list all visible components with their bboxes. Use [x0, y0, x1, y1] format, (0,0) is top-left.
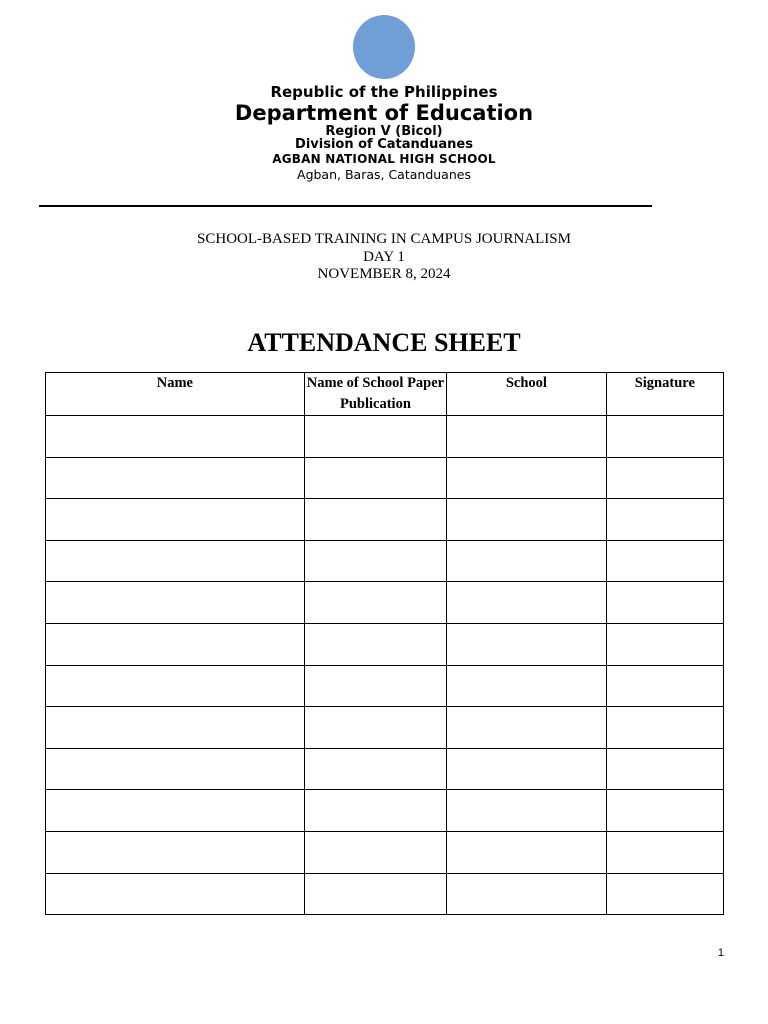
name-cell[interactable]	[46, 748, 305, 790]
table-row	[46, 623, 724, 665]
paper-publication-cell[interactable]	[304, 457, 446, 499]
name-cell[interactable]	[46, 416, 305, 458]
paper-publication-cell[interactable]	[304, 499, 446, 541]
table-row	[46, 790, 724, 832]
table-row	[46, 873, 724, 915]
name-cell[interactable]	[46, 582, 305, 624]
school-cell[interactable]	[447, 707, 606, 749]
school-cell[interactable]	[447, 540, 606, 582]
signature-cell[interactable]	[606, 831, 723, 873]
school-cell[interactable]	[447, 748, 606, 790]
name-cell[interactable]	[46, 457, 305, 499]
table-row	[46, 707, 724, 749]
school-cell[interactable]	[447, 499, 606, 541]
paper-publication-cell[interactable]	[304, 623, 446, 665]
signature-cell[interactable]	[606, 873, 723, 915]
name-cell[interactable]	[46, 707, 305, 749]
paper-publication-cell[interactable]	[304, 416, 446, 458]
signature-cell[interactable]	[606, 582, 723, 624]
paper-publication-cell[interactable]	[304, 873, 446, 915]
signature-cell[interactable]	[606, 790, 723, 832]
school-cell[interactable]	[447, 623, 606, 665]
column-header-paper-publication: Name of School Paper Publication	[304, 373, 446, 416]
signature-cell[interactable]	[606, 540, 723, 582]
table-row	[46, 499, 724, 541]
signature-cell[interactable]	[606, 665, 723, 707]
paper-publication-cell[interactable]	[304, 665, 446, 707]
event-date: NOVEMBER 8, 2024	[317, 266, 451, 282]
school-cell[interactable]	[447, 790, 606, 832]
table-row	[46, 831, 724, 873]
event-title: SCHOOL-BASED TRAINING IN CAMPUS JOURNALISM	[197, 231, 571, 247]
signature-cell[interactable]	[606, 457, 723, 499]
school-cell[interactable]	[447, 457, 606, 499]
name-cell[interactable]	[46, 873, 305, 915]
paper-publication-cell[interactable]	[304, 582, 446, 624]
sheet-title: ATTENDANCE SHEET	[247, 328, 521, 357]
header-school-name: AGBAN NATIONAL HIGH SCHOOL	[272, 152, 496, 166]
school-cell[interactable]	[447, 416, 606, 458]
name-cell[interactable]	[46, 831, 305, 873]
paper-publication-cell[interactable]	[304, 748, 446, 790]
header-republic: Republic of the Philippines	[270, 83, 498, 101]
table-row	[46, 416, 724, 458]
school-cell[interactable]	[447, 665, 606, 707]
attendance-rows	[46, 416, 724, 915]
name-cell[interactable]	[46, 665, 305, 707]
signature-cell[interactable]	[606, 748, 723, 790]
header-department: Department of Education	[234, 101, 534, 125]
signature-cell[interactable]	[606, 707, 723, 749]
school-cell[interactable]	[447, 582, 606, 624]
school-cell[interactable]	[447, 873, 606, 915]
name-cell[interactable]	[46, 623, 305, 665]
page-number: 1	[717, 947, 724, 959]
school-cell[interactable]	[447, 831, 606, 873]
header-region: Region V (Bicol)	[325, 124, 443, 139]
table-row	[46, 665, 724, 707]
name-cell[interactable]	[46, 540, 305, 582]
signature-cell[interactable]	[606, 623, 723, 665]
column-header-school: School	[447, 373, 606, 416]
attendance-table	[45, 372, 724, 915]
table-row	[46, 748, 724, 790]
name-cell[interactable]	[46, 499, 305, 541]
header-divider	[39, 205, 652, 207]
paper-publication-cell[interactable]	[304, 540, 446, 582]
column-header-signature: Signature	[606, 373, 723, 416]
signature-cell[interactable]	[606, 499, 723, 541]
header-division: Division of Catanduanes	[295, 137, 473, 152]
table-row	[46, 582, 724, 624]
name-cell[interactable]	[46, 790, 305, 832]
column-header-name: Name	[46, 373, 305, 416]
paper-publication-cell[interactable]	[304, 790, 446, 832]
event-day: DAY 1	[363, 249, 405, 265]
paper-publication-cell[interactable]	[304, 707, 446, 749]
table-row	[46, 457, 724, 499]
header-school-address: Agban, Baras, Catanduanes	[297, 167, 471, 182]
table-row	[46, 540, 724, 582]
paper-publication-cell[interactable]	[304, 831, 446, 873]
deped-seal-logo	[353, 15, 415, 79]
signature-cell[interactable]	[606, 416, 723, 458]
table-header-row	[46, 373, 724, 416]
